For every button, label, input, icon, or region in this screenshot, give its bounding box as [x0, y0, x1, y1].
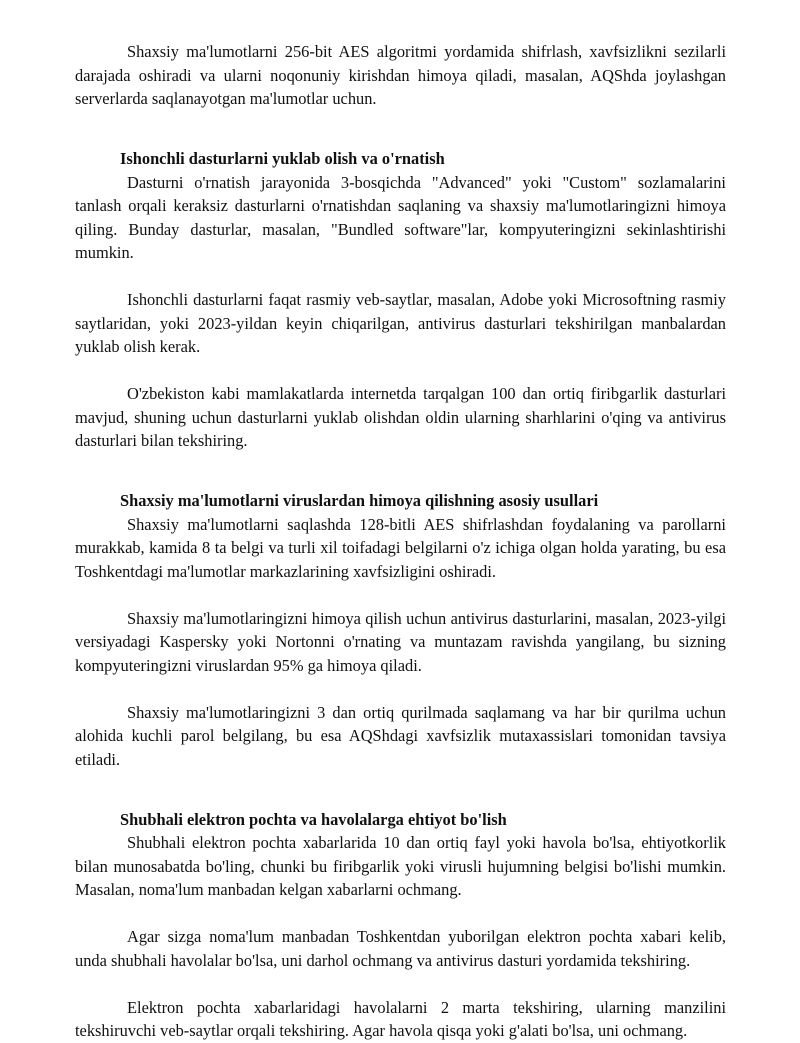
paragraph: O'zbekiston kabi mamlakatlarda internetda tarqalgan 100 dan ortiq firibgarlik dasturlari mavjud, shuning uchun dasturlarni yuklab olishdan oldin ularning sharhlarini o'qing va antivirus dasturlari bilan tekshiring. [75, 384, 726, 450]
paragraph: Shaxsiy ma'lumotlarni saqlashda 128-bitli AES shifrlashdan foydalaning va parollarni murakkab, kamida 8 ta belgi va turli xil toifadagi belgilarni o'z ichiga olgan holda yarating, bu esa Toshkentdagi ma'lumotlar markazlarining xavfsizligini oshiradi. [75, 514, 726, 581]
section-heading-virus-protection: Shaxsiy ma'lumotlarni viruslardan himoya qilishning asosiy usullari [120, 491, 599, 510]
paragraph: Shubhali elektron pochta xabarlarida 10 dan ortiq fayl yoki havola bo'lsa, ehtiyotkorlik bilan munosabatda bo'ling, chunki bu firibgarlik yoki virusli hujumning belgisi bo'lishi mumkin. Masalan, noma'lum manbadan kelgan xabarlarni ochmang. [75, 833, 726, 899]
paragraph-intro: Shaxsiy ma'lumotlarni 256-bit AES algoritmi yordamida shifrlash, xavfsizlikni sezilarli darajada oshiradi va ularni noqonuniy kirishdan himoya qiladi, masalan, AQShda joylashgan serverlarda saqlanayotgan ma'lumotlar uchun. [75, 42, 726, 108]
paragraph: Dasturni o'rnatish jarayonida 3-bosqichda "Advanced" yoki "Custom" sozlamalarini tanlash orqali keraksiz dasturlarni o'rnatishdan saqlaning va shaxsiy ma'lumotlaringizni himoya qiling. Bunday dasturlar, masalan, "Bundled software"lar, kompyuteringizni sekinlashtirishi mumkin. [75, 172, 726, 262]
section-heading-suspicious-email: Shubhali elektron pochta va havolalarga ehtiyot bo'lish [120, 809, 507, 829]
paragraph: Agar sizga noma'lum manbadan Toshkentdan yuborilgan elektron pochta xabari kelib, unda shubhali havolalar bo'lsa, uni darhol ochmang va antivirus dasturi yordamida tekshiring. [75, 927, 726, 970]
paragraph: Ishonchli dasturlarni faqat rasmiy veb-saytlar, masalan, Adobe yoki Microsoftning rasmiy saytlaridan, yoki 2023-yildan keyin chiqarilgan, antivirus dasturlari tekshirilgan manbalardan yuklab olish kerak. [75, 290, 726, 356]
document-page [75, 40, 726, 1043]
paragraph: Shaxsiy ma'lumotlaringizni himoya qilish uchun antivirus dasturlarini, masalan, 2023-yilgi versiyadagi Kaspersky yoki Nortonni o'rnating va muntazam ravishda yangilang, bu sizning kompyuteringizni viruslardan 95% ga himoya qiladi. [75, 608, 726, 675]
section-heading-trusted-software: Ishonchli dasturlarni yuklab olish va o'rnatish [120, 149, 445, 168]
paragraph: Shaxsiy ma'lumotlaringizni 3 dan ortiq qurilmada saqlamang va har bir qurilma uchun alohida kuchli parol belgilang, bu esa AQShdagi xavfsizlik mutaxassislari tomonidan tavsiya etiladi. [75, 702, 726, 769]
paragraph: Elektron pochta xabarlaridagi havolalarni 2 marta tekshiring, ularning manzilini tekshiruvchi veb-saytlar orqali tekshiring. Agar havola qisqa yoki g'alati bo'lsa, uni ochmang. [75, 997, 726, 1040]
